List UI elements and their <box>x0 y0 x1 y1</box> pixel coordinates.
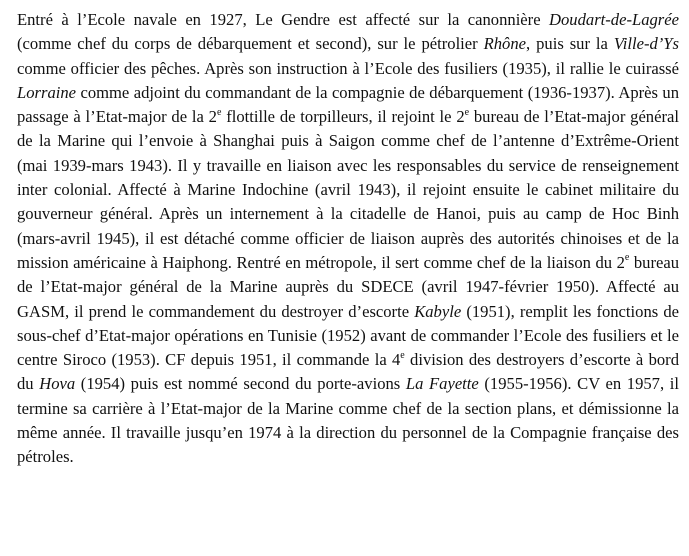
ship-name: Lorraine <box>17 82 77 102</box>
ship-name: La Fayette <box>405 374 479 394</box>
ordinal-superscript: e <box>464 106 470 118</box>
ordinal-superscript: e <box>400 349 405 361</box>
ordinal-superscript: e <box>624 252 630 264</box>
ship-name: Doudart-de-Lagrée <box>549 10 679 29</box>
ship-name: Ville-d’Ys <box>613 34 679 54</box>
ship-name: Rhône <box>483 34 527 54</box>
ship-name: Kabyle <box>414 301 462 321</box>
biography-paragraph: Entré à l’Ecole navale en 1927, Le Gendre est affecté sur la canonnière Doudart-de-Lagrée (comme chef du corps de débarquement et second), sur le pétrolier Rhône, puis sur la Ville-d’Ys comme officier des pêches. Après son instruction à l’Ecole des fusiliers (1935), il rallie le cuirassé Lorraine comme adjoint du commandant de la compagnie de débarquement (1936-1937). Après un passage à l’Etat-major de la 2e flottille de torpilleurs, il rejoint le 2e bureau de l’Etat-major général de la Marine qui l’envoie à Shanghai puis à Saigon comme chef de l’antenne d’Extrême-Orient (mai 1939-mars 1943). Il y travaille en liaison avec les responsables du service de renseignement inter colonial. Affecté à Marine Indochine (avril 1943), il rejoint ensuite le cabinet militaire du gouverneur général. Après un internement à la citadelle de Hanoi, puis au camp de Hoc Binh (mars-avril 1945), il est détaché comme officier de liaison auprès des autorités chinoises et de la mission américaine à Haiphong. Rentré en métropole, il sert comme chef de la liaison du 2e bureau de l’Etat-major général de la Marine auprès du SDECE (avril 1947-février 1950). Affecté au GASM, il prend le commandement du destroyer d’escorte Kabyle (1951), remplit les fonctions de sous-chef d’Etat-major opérations en Tunisie (1952) avant de commander l’Ecole des fusiliers et le centre Siroco (1953). CF depuis 1951, il commande la 4e division des destroyers d’escorte à bord du Hova (1954) puis est nommé second du porte-avions La Fayette (1955-1956). CV en 1957, il termine sa carrière à l’Etat-major de la Marine comme chef de la section plans, et démissionne la même année. Il travaille jusqu’en 1974 à la direction du personnel de la Compagnie française des pétroles. <box>17 10 679 467</box>
ordinal-superscript: e <box>216 106 222 118</box>
ship-name: Hova <box>39 374 76 394</box>
